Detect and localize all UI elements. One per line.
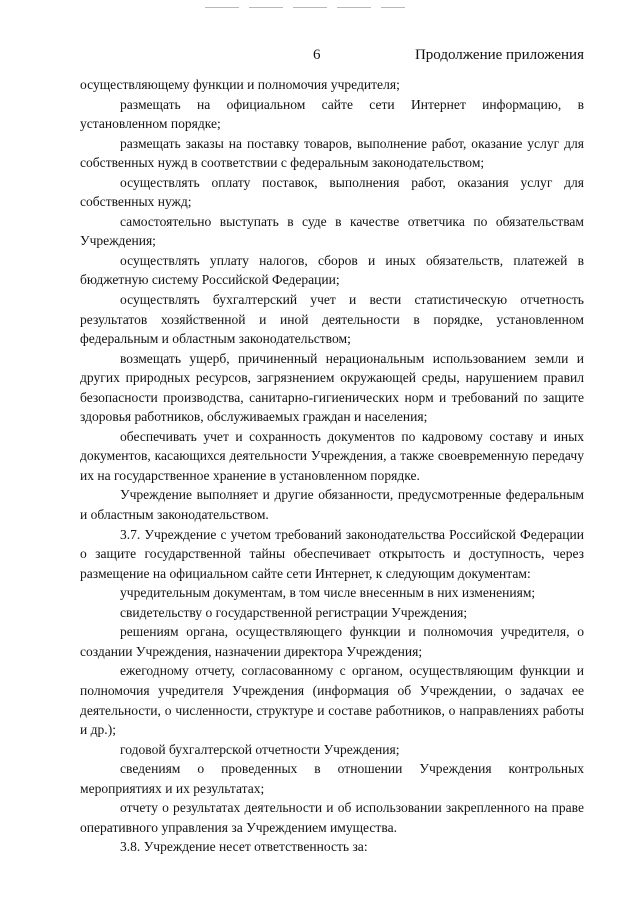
paragraph: ежегодному отчету, согласованному с органом, осуществляющим функции и полномочия учредителя Учреждения (информация об Учреждении, о задачах ее деятельности, о численности, структуре и составе работников, о направлениях работы и др.);: [80, 663, 584, 738]
paragraph: осуществлять бухгалтерский учет и вести статистическую отчетность результатов хозяйственной и иной деятельности в порядке, установленном федеральным и областным законодательством;: [80, 292, 584, 347]
page-header: [0, 47, 639, 67]
body-text: [80, 75, 584, 857]
paragraph: решениям органа, осуществляющего функции и полномочия учредителя, о создании Учреждения, назначении директора Учреждения;: [80, 624, 584, 659]
paragraph: возмещать ущерб, причиненный нерациональным использованием земли и других природных ресурсов, загрязнением окружающей среды, нарушением правил безопасности производства, санитарно-гигиенических норм и требований по защите здоровья работников, обслуживаемых граждан и населения;: [80, 350, 584, 425]
paragraph: самостоятельно выступать в суде в качестве ответчика по обязательствам Учреждения;: [80, 213, 584, 249]
paragraph: учредительным документам, в том числе внесенным в них изменениям;: [120, 585, 536, 601]
paragraph: отчету о результатах деятельности и об использовании закрепленного на праве оперативного управления за Учреждением имущества.: [80, 800, 584, 835]
section-3-7-paragraph: 3.7. Учреждение с учетом требований законодательства Российской Федерации о защите государственной тайны обеспечивает открытость и доступность, через размещение на официальном сайте сети Интернет, к следующим документам:: [80, 526, 584, 581]
paragraph: размещать на официальном сайте сети Интернет информацию, в установленном порядке;: [80, 96, 584, 132]
paragraph: Учреждение выполняет и другие обязанности, предусмотренные федеральным и областным законодательством.: [80, 487, 584, 523]
paragraph: свидетельству о государственной регистрации Учреждения;: [120, 604, 468, 620]
paragraph: обеспечивать учет и сохранность документов по кадровому составу и иных документов, касающихся деятельности Учреждения, а также своевременную передачу их на государственное хранение в установленном порядке.: [80, 428, 584, 483]
section-3-8-paragraph: 3.8. Учреждение несет ответственность за:: [120, 839, 368, 855]
paragraph: сведениям о проведенных в отношении Учреждения контрольных мероприятиях и их результатах;: [80, 761, 584, 796]
page-number: 6: [313, 47, 321, 63]
paragraph: осуществляющему функции и полномочия учредителя;: [80, 77, 400, 92]
paragraph: осуществлять уплату налогов, сборов и иных обязательств, платежей в бюджетную систему Российской Федерации;: [80, 252, 584, 288]
paragraph: годовой бухгалтерской отчетности Учреждения;: [120, 741, 400, 757]
scan-artifact-line: [205, 7, 405, 8]
paragraph: осуществлять оплату поставок, выполнения работ, оказания услуг для собственных нужд;: [80, 174, 584, 210]
continuation-label: Продолжение приложения: [414, 47, 584, 63]
paragraph: размещать заказы на поставку товаров, выполнение работ, оказание услуг для собственных нужд в соответствии с федеральным законодательством;: [80, 135, 584, 171]
